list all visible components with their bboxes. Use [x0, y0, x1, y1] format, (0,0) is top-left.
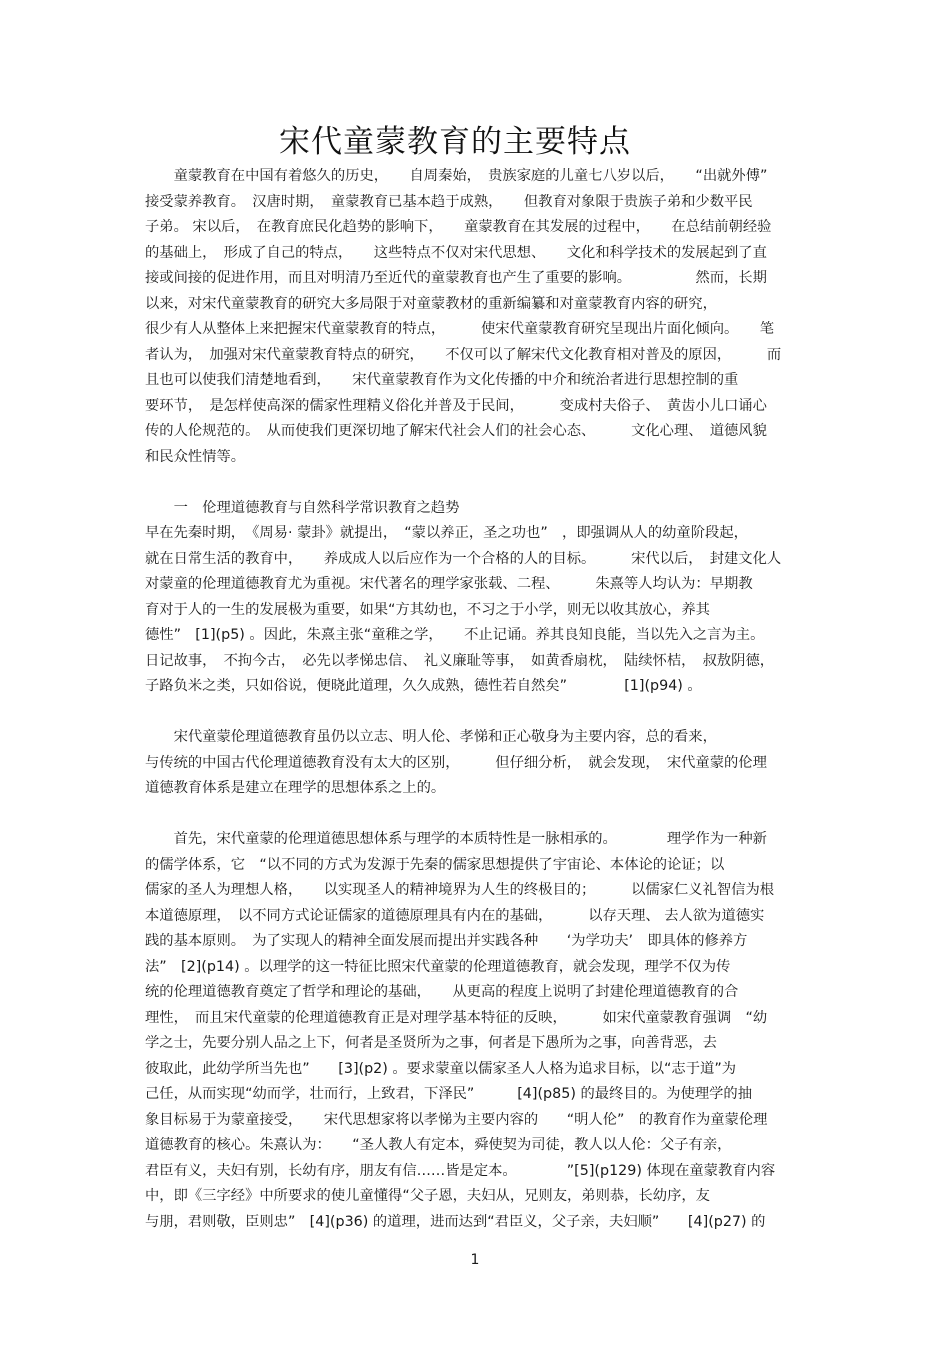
text-line: 的基础上， 形成了自己的特点， 这些特点不仅对宋代思想、 文化和科学技术的发展起到了直 — [145, 244, 767, 261]
text-line: 以来，对宋代童蒙教育的研究大多局限于对童蒙教材的重新编纂和对童蒙教育内容的研究， — [145, 295, 717, 312]
text-line: 与朋，君则敬，臣则忠” [4](p36) 的道理，进而达到“君臣义，父子亲，夫妇顺” [4](p27) 的 — [145, 1213, 766, 1230]
text-line: 宋代童蒙伦理道德教育虽仍以立志、明人伦、孝悌和正心敬身为主要内容，总的看来， — [145, 729, 717, 745]
text-line: 法” [2](p14) 。以理学的这一特征比照宋代童蒙的伦理道德教育，就会发现，理学不仅为传 — [145, 958, 731, 975]
text-line: 德性” [1](p5) 。因此，朱熹主张“童稚之学， 不止记诵。养其良知良能，当以先入之言为主。 — [145, 627, 765, 643]
text-line: 的儒学体系，它 “以不同的方式为发源于先秦的儒家思想提供了宇宙论、本体论的论证；以 — [145, 856, 725, 873]
text-line: 对蒙童的伦理道德教育尤为重视。宋代著名的理学家张载、二程、 朱熹等人均认为：早期教 — [145, 576, 753, 592]
text-line: 学之士，先要分别人品之上下，何者是圣贤所为之事，何者是下愚所为之事，向善背恶，去 — [145, 1035, 717, 1051]
text-line: 就在日常生活的教育中， 养成成人以后应作为一个合格的人的目标。 宋代以后， 封建文化人 — [145, 550, 782, 567]
text-line: 理性， 而且宋代童蒙的伦理道德教育正是对理学基本特征的反映， 如宋代童蒙教育强调 “幼 — [145, 1009, 768, 1026]
text-line: 子弟。 宋以后， 在教育庶民化趋势的影响下， 童蒙教育在其发展的过程中， 在总结前朝经验 — [145, 219, 772, 235]
text-line: 很少有人从整体上来把握宋代童蒙教育的特点， 使宋代童蒙教育研究呈现出片面化倾向。 笔 — [145, 321, 775, 337]
text-line: 接受蒙养教育。 汉唐时期， 童蒙教育已基本趋于成熟， 但教育对象限于贵族子弟和少数平民 — [145, 193, 753, 210]
text-line: 要环节， 是怎样使高深的儒家性理精义俗化并普及于民间， 变成村夫俗子、 黄齿小儿口诵心 — [145, 397, 767, 414]
text-line: 践的基本原则。 为了实现人的精神全面发展而提出并实践各种 ‘为学功夫’ 即具体的修养方 — [145, 933, 748, 949]
paragraph-spacer — [145, 470, 813, 496]
text-line: 育对于人的一生的发展极为重要，如果“方其幼也，不习之于小学，则无以收其放心，养其 — [145, 601, 710, 618]
text-line: 本道德原理， 以不同方式论证儒家的道德原理具有内在的基础， 以存天理、 去人欲为道德实 — [145, 907, 765, 924]
text-line: 首先，宋代童蒙的伦理道德思想体系与理学的本质特性是一脉相承的。 理学作为一种新 — [145, 831, 767, 847]
text-line: 己任，从而实现“幼而学，壮而行，上致君，下泽民” [4](p85) 的最终目的。为使理学的抽 — [145, 1086, 753, 1102]
text-line: 君臣有义，夫妇有别，长幼有序，朋友有信……皆是定本。 ”[5](p129) 体现在童蒙教育内容 — [145, 1162, 776, 1179]
text-line: 道德教育体系是建立在理学的思想体系之上的。 — [145, 780, 446, 796]
text-line: 与传统的中国古代伦理道德教育没有太大的区别， 但仔细分析， 就会发现， 宋代童蒙的伦理 — [145, 754, 767, 771]
text-line: 童蒙教育在中国有着悠久的历史， 自周秦始， 贵族家庭的儿童七八岁以后， “出就外傅” — [145, 168, 768, 184]
text-line: 彼取此，此幼学所当先也” [3](p2) 。要求蒙童以儒家圣人人格为追求目标，以“志于道”为 — [145, 1060, 737, 1077]
text-line: 日记故事， 不拘今古， 必先以孝悌忠信、 礼义廉耻等事， 如黄香扇枕， 陆续怀桔， 叔敖阴德， — [145, 652, 775, 669]
text-line: 道德教育的核心。朱熹认为： “圣人教人有定本，舜使契为司徒，教人以人伦：父子有亲， — [145, 1137, 732, 1153]
text-line: 和民众性情等。 — [145, 448, 246, 465]
text-line: 一 伦理道德教育与自然科学常识教育之趋势 — [145, 499, 460, 516]
paragraph-spacer — [145, 802, 813, 828]
text-line: 且也可以使我们清楚地看到， 宋代童蒙教育作为文化传播的中介和统治者进行思想控制的重 — [145, 372, 739, 388]
text-line: 传的人伦规范的。 从而使我们更深切地了解宋代社会人们的社会心态、 文化心理、 道德风貌 — [145, 423, 767, 439]
text-line: 儒家的圣人为理想人格， 以实现圣人的精神境界为人生的终极目的； 以儒家仁义礼智信为根 — [145, 882, 775, 898]
text-line: 接或间接的促进作用，而且对明清乃至近代的童蒙教育也产生了重要的影响。 然而，长期 — [145, 270, 767, 286]
text-line: 者认为， 加强对宋代童蒙教育特点的研究， 不仅可以了解宋代文化教育相对普及的原因， 而 — [145, 346, 782, 363]
text-line: 统的伦理道德教育奠定了哲学和理论的基础， 从更高的程度上说明了封建伦理道德教育的合 — [145, 984, 739, 1000]
text-line: 象目标易于为蒙童接受， 宋代思想家将以孝悌为主要内容的 “明人伦” 的教育作为童蒙伦理 — [145, 1111, 768, 1128]
document-body — [145, 164, 813, 1235]
paragraph-spacer — [145, 700, 813, 726]
text-line: 中，即《三字经》中所要求的使儿童懂得“父子恩，夫妇从，兄则友，弟则恭，长幼序，友 — [145, 1188, 710, 1204]
document-title: 宋代童蒙教育的主要特点 — [279, 124, 631, 160]
page-number: 1 — [470, 1252, 480, 1268]
text-line: 早在先秦时期， 《周易· 蒙卦》就提出， “蒙以养正，圣之功也” ，即强调从人的幼童阶段起， — [145, 525, 748, 541]
text-line: 子路负米之类，只如俗说，便晓此道理，久久成熟，德性若自然矣” [1](p94) 。 — [145, 678, 702, 694]
